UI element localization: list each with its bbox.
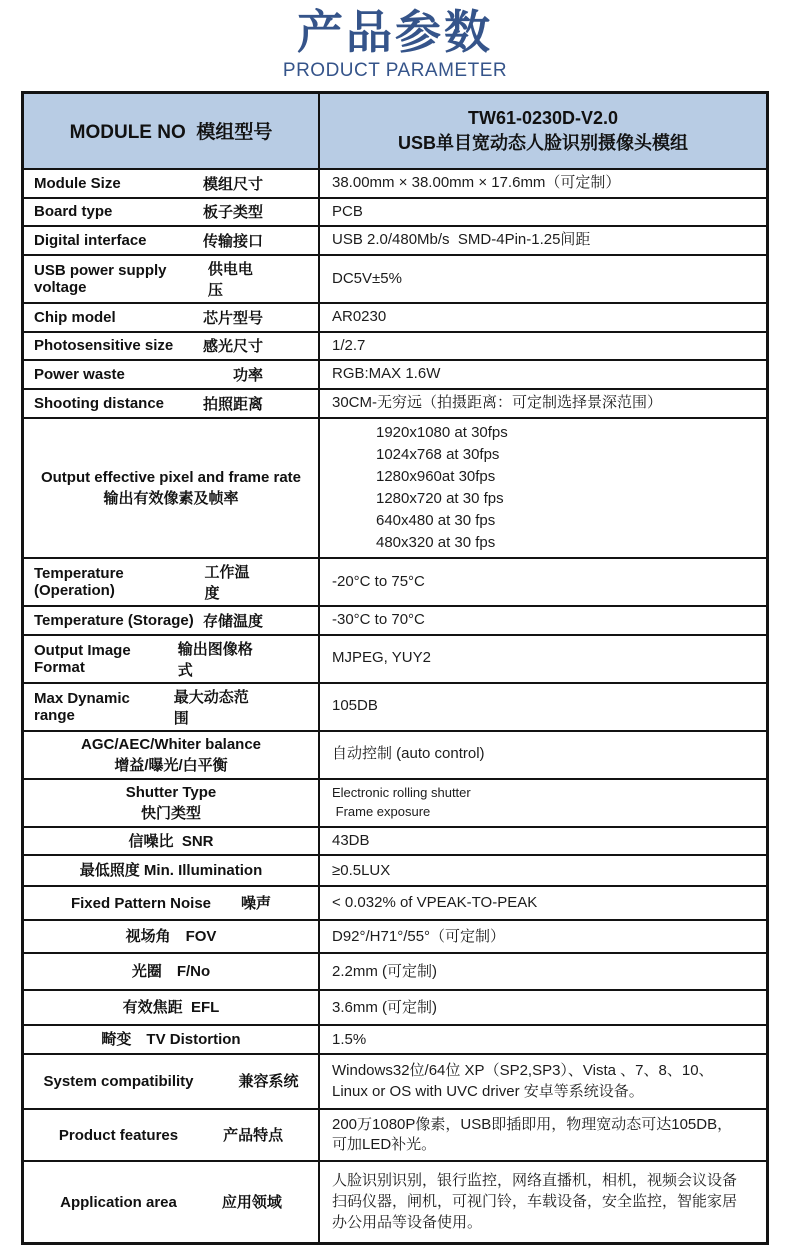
row-value-board-type (320, 199, 766, 226)
row-value-fov-line1: D92°/H71°/55°（可定制） (332, 927, 506, 945)
row-label-photosensitive-size-en: Photosensitive size (34, 337, 174, 355)
row-value-product-features-line2: 可加LED补光。 (332, 1136, 437, 1154)
row-label-max-dynamic-range (24, 684, 320, 730)
row-label-board-type-zh: 板子类型 (202, 204, 263, 222)
row-value-system-compatibility (320, 1055, 766, 1108)
row-label-output-image-format-zh: 输出图像格式 (177, 640, 253, 679)
table-row-fixed-pattern-noise (24, 885, 766, 919)
row-label-chip-model-en: Chip model (34, 308, 116, 326)
table-row-application-area (24, 1160, 766, 1242)
row-label-module-size-zh: 模组尺寸 (202, 175, 263, 193)
row-label-board-type-en: Board type (34, 203, 113, 221)
row-label-output-image-format-en: Output Image Format (34, 641, 135, 676)
table-row-board-type (24, 197, 766, 226)
row-label-output-pixel-framerate-line1: Output effective pixel and frame rate (40, 468, 302, 486)
row-value-temperature-storage-line1: -30°C to 70°C (332, 610, 425, 628)
row-label-min-illumination (24, 856, 320, 885)
row-label-max-dynamic-range-en: Max Dynamic range (34, 689, 135, 724)
row-value-usb-power (320, 256, 766, 302)
header-model-cell (320, 94, 766, 168)
row-value-fixed-pattern-noise-line1: < 0.032% of VPEAK-TO-PEAK (332, 894, 538, 912)
row-label-shutter-type-line1: Shutter Type (125, 783, 217, 801)
row-label-snr (24, 828, 320, 855)
page-subtitle: PRODUCT PARAMETER (282, 59, 508, 81)
row-label-efl-line1: 有效焦距 EFL (122, 999, 220, 1017)
row-label-photosensitive-size (24, 333, 320, 360)
row-value-temperature-storage (320, 607, 766, 634)
row-label-digital-interface (24, 227, 320, 254)
row-label-temperature-storage-en: Temperature (Storage) (34, 611, 194, 629)
row-value-board-type-line1: PCB (332, 202, 363, 220)
table-row-usb-power (24, 254, 766, 302)
row-label-temperature-storage-zh: 存储温度 (202, 612, 263, 630)
table-row-chip-model (24, 302, 766, 331)
row-value-application-area-line2: 扫码仪器，闸机，可视门铃，车载设备，安全监控，智能家居 (332, 1193, 738, 1211)
table-row-shutter-type (24, 778, 766, 826)
row-value-efl-line1: 3.6mm (可定制) (332, 998, 438, 1016)
row-value-max-dynamic-range-line1: 105DB (332, 697, 378, 715)
row-label-photosensitive-size-zh: 感光尺寸 (202, 338, 263, 356)
row-label-power-waste (24, 361, 320, 388)
row-value-snr (320, 828, 766, 855)
row-label-shutter-type (24, 780, 320, 826)
row-label-shooting-distance-zh: 拍照距离 (202, 395, 263, 413)
row-label-fixed-pattern-noise (24, 887, 320, 919)
row-value-temperature-operation (320, 559, 766, 605)
row-value-output-pixel-framerate-line1: 1920x1080 at 30fps (376, 423, 508, 441)
row-value-output-pixel-framerate-line5: 640x480 at 30 fps (376, 511, 496, 529)
spec-table (21, 91, 769, 1245)
row-label-fov-line1: 视场角 FOV (125, 928, 217, 946)
row-value-shooting-distance (320, 390, 766, 417)
row-value-product-features (320, 1110, 766, 1160)
row-label-efl (24, 991, 320, 1024)
row-value-agc-aec-white-balance (320, 732, 766, 778)
row-label-power-waste-zh: 功率 (232, 367, 263, 385)
table-row-temperature-storage (24, 605, 766, 634)
row-label-shutter-type-line2: 快门类型 (140, 804, 201, 822)
row-value-power-waste (320, 361, 766, 388)
row-label-agc-aec-white-balance-line1: AGC/AEC/Whiter balance (80, 735, 262, 753)
row-value-application-area (320, 1162, 766, 1242)
row-value-output-pixel-framerate-line6: 480x320 at 30 fps (376, 533, 496, 551)
row-label-product-features (24, 1110, 320, 1160)
row-label-module-size (24, 170, 320, 197)
title-block (0, 0, 790, 82)
row-label-fov (24, 921, 320, 952)
table-header-row (24, 94, 766, 168)
table-row-efl (24, 989, 766, 1024)
table-row-power-waste (24, 359, 766, 388)
table-row-tv-distortion (24, 1024, 766, 1053)
table-row-output-pixel-framerate (24, 417, 766, 557)
row-label-temperature-operation (24, 559, 320, 605)
row-value-power-waste-line1: RGB:MAX 1.6W (332, 365, 441, 383)
row-label-agc-aec-white-balance (24, 732, 320, 778)
row-label-digital-interface-en: Digital interface (34, 232, 147, 250)
row-value-temperature-operation-line1: -20°C to 75°C (332, 572, 425, 590)
header-model-desc: USB单目宽动态人脸识别摄像头模组 (397, 132, 688, 153)
row-value-fov (320, 921, 766, 952)
row-value-application-area-line1: 人脸识别识别，银行监控，网络直播机，相机，视频会议设备 (332, 1172, 738, 1190)
row-value-output-pixel-framerate (320, 419, 766, 557)
table-row-photosensitive-size (24, 331, 766, 360)
row-label-application-area (24, 1162, 320, 1242)
row-label-system-compatibility (24, 1055, 320, 1108)
page-title: 产品参数 (297, 6, 493, 58)
row-label-max-dynamic-range-zh: 最大动态范围 (173, 688, 249, 727)
row-label-shooting-distance-en: Shooting distance (34, 394, 165, 412)
row-label-power-waste-en: Power waste (34, 366, 125, 384)
row-value-output-image-format-line1: MJPEG, YUY2 (332, 649, 431, 667)
row-label-output-pixel-framerate (24, 419, 320, 557)
table-row-agc-aec-white-balance (24, 730, 766, 778)
row-label-chip-model (24, 304, 320, 331)
header-module-no: MODULE NO 模组型号 (24, 94, 320, 168)
table-row-min-illumination (24, 854, 766, 885)
row-value-usb-power-line1: DC5V±5% (332, 269, 402, 287)
row-label-module-size-en: Module Size (34, 174, 121, 192)
row-value-shooting-distance-line1: 30CM-无穷远（拍摄距离：可定制选择景深范围） (332, 394, 663, 412)
row-label-temperature-storage (24, 607, 320, 634)
table-row-max-dynamic-range (24, 682, 766, 730)
row-value-max-dynamic-range (320, 684, 766, 730)
row-label-chip-model-zh: 芯片型号 (202, 309, 263, 327)
row-label-min-illumination-line1: 最低照度 Min. Illumination (79, 862, 263, 880)
row-value-snr-line1: 43DB (332, 831, 370, 849)
row-label-application-area-line1: Application area 应用领域 (60, 1193, 282, 1211)
table-row-system-compatibility (24, 1053, 766, 1108)
table-row-module-size (24, 168, 766, 197)
row-label-digital-interface-zh: 传输接口 (202, 233, 263, 251)
row-label-tv-distortion-line1: 畸变 TV Distortion (101, 1031, 241, 1049)
table-row-temperature-operation (24, 557, 766, 605)
row-label-output-image-format (24, 636, 320, 682)
row-label-temperature-operation-zh: 工作温度 (204, 563, 250, 602)
row-value-output-pixel-framerate-line2: 1024x768 at 30fps (376, 445, 500, 463)
row-value-output-image-format (320, 636, 766, 682)
table-body (24, 168, 766, 1242)
row-value-fixed-pattern-noise (320, 887, 766, 919)
row-value-min-illumination-line1: ≥0.5LUX (332, 861, 391, 879)
row-label-system-compatibility-line1: System compatibility 兼容系统 (43, 1073, 299, 1091)
row-label-snr-line1: 信噪比 SNR (128, 832, 214, 850)
row-value-output-pixel-framerate-line3: 1280x960at 30fps (376, 467, 496, 485)
row-label-board-type (24, 199, 320, 226)
row-value-shutter-type (320, 780, 766, 826)
row-label-tv-distortion (24, 1026, 320, 1053)
table-row-fov (24, 919, 766, 952)
row-label-shooting-distance (24, 390, 320, 417)
row-value-min-illumination (320, 856, 766, 885)
row-value-shutter-type-line2: Frame exposure (332, 803, 431, 819)
row-label-f-no (24, 954, 320, 989)
row-value-tv-distortion-line1: 1.5% (332, 1030, 367, 1048)
row-value-system-compatibility-line2: Linux or OS with UVC driver 安卓等系统设备。 (332, 1082, 644, 1100)
row-value-digital-interface (320, 227, 766, 254)
table-row-output-image-format (24, 634, 766, 682)
row-label-product-features-line1: Product features 产品特点 (58, 1126, 284, 1144)
row-label-output-pixel-framerate-line2: 输出有效像素及帧率 (103, 489, 239, 507)
row-label-temperature-operation-en: Temperature (Operation) (34, 564, 128, 599)
row-value-system-compatibility-line1: Windows32位/64位 XP（SP2,SP3）、Vista 、7、8、10、 (332, 1062, 714, 1080)
table-row-shooting-distance (24, 388, 766, 417)
table-row-digital-interface (24, 225, 766, 254)
row-value-f-no-line1: 2.2mm (可定制) (332, 962, 438, 980)
row-label-usb-power (24, 256, 320, 302)
row-value-agc-aec-white-balance-line1: 自动控制 (auto control) (332, 745, 485, 763)
row-label-fixed-pattern-noise-line1: Fixed Pattern Noise 噪声 (70, 894, 272, 912)
row-value-module-size-line1: 38.00mm × 38.00mm × 17.6mm（可定制） (332, 173, 621, 191)
row-value-photosensitive-size (320, 333, 766, 360)
table-row-f-no (24, 952, 766, 989)
row-value-shutter-type-line1: Electronic rolling shutter (332, 784, 471, 800)
table-row-product-features (24, 1108, 766, 1160)
row-value-application-area-line3: 办公用品等设备使用。 (332, 1213, 483, 1231)
header-model-number: TW61-0230D-V2.0 (467, 107, 619, 128)
row-label-agc-aec-white-balance-line2: 增益/曝光/白平衡 (114, 756, 228, 774)
row-label-usb-power-en: USB power supply voltage (34, 261, 171, 296)
row-label-usb-power-zh: 供电电压 (207, 260, 253, 299)
row-value-module-size (320, 170, 766, 197)
row-value-photosensitive-size-line1: 1/2.7 (332, 336, 366, 354)
row-value-digital-interface-line1: USB 2.0/480Mb/s SMD-4Pin-1.25间距 (332, 231, 591, 249)
row-value-f-no (320, 954, 766, 989)
row-value-tv-distortion (320, 1026, 766, 1053)
row-value-chip-model (320, 304, 766, 331)
row-label-f-no-line1: 光圈 F/No (131, 963, 211, 981)
row-value-product-features-line1: 200万1080P像素，USB即插即用，物理宽动态可达105DB， (332, 1115, 733, 1133)
row-value-efl (320, 991, 766, 1024)
row-value-output-pixel-framerate-line4: 1280x720 at 30 fps (376, 489, 504, 507)
table-row-snr (24, 826, 766, 855)
row-value-chip-model-line1: AR0230 (332, 307, 387, 325)
